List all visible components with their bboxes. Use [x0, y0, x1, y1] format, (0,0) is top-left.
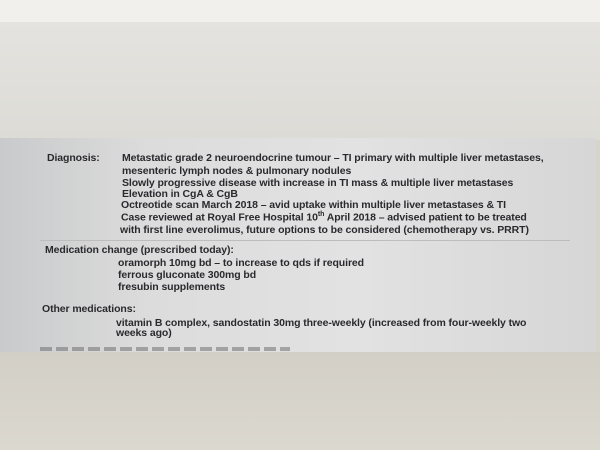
diagnosis-line: Elevation in CgA & CgB — [122, 188, 238, 200]
other-medications-line: weeks ago) — [116, 327, 172, 339]
diagnosis-line: Slowly progressive disease with increase in TI mass & multiple liver metastases — [122, 177, 514, 189]
medication-item: oramorph 10mg bd – to increase to qds if required — [118, 257, 364, 269]
medication-item: fresubin supplements — [118, 281, 226, 293]
diagnosis-line: with first line everolimus, future options to be considered (chemotherapy vs. PRRT) — [120, 224, 529, 236]
diagnosis-review-line — [121, 211, 527, 224]
diagnosis-line: mesenteric lymph nodes & pulmonary nodules — [122, 165, 352, 177]
folded-paper-below — [0, 352, 600, 450]
cut-off-text-line — [40, 347, 290, 351]
wall-background — [0, 0, 600, 22]
other-medications-line: vitamin B complex, sandostatin 30mg three-weekly (increased from four-weekly two — [116, 317, 527, 329]
review-text-end: April 2018 – advised patient to be treated — [324, 211, 527, 224]
diagnosis-line: Octreotide scan March 2018 – avid uptake within multiple liver metastases & TI — [121, 199, 506, 211]
other-medications-label: Other medications: — [42, 303, 136, 315]
diagnosis-line: Metastatic grade 2 neuroendocrine tumour – TI primary with multiple liver metastases, — [122, 152, 544, 164]
section-divider — [40, 240, 570, 241]
review-text: Case reviewed at Royal Free Hospital 10 — [121, 211, 318, 224]
diagnosis-label: Diagnosis: — [47, 152, 100, 164]
review-superscript: th — [317, 211, 325, 218]
medication-change-label: Medication change (prescribed today): — [45, 244, 234, 256]
wall-background-lower — [0, 22, 600, 140]
medication-item: ferrous gluconate 300mg bd — [118, 269, 257, 281]
